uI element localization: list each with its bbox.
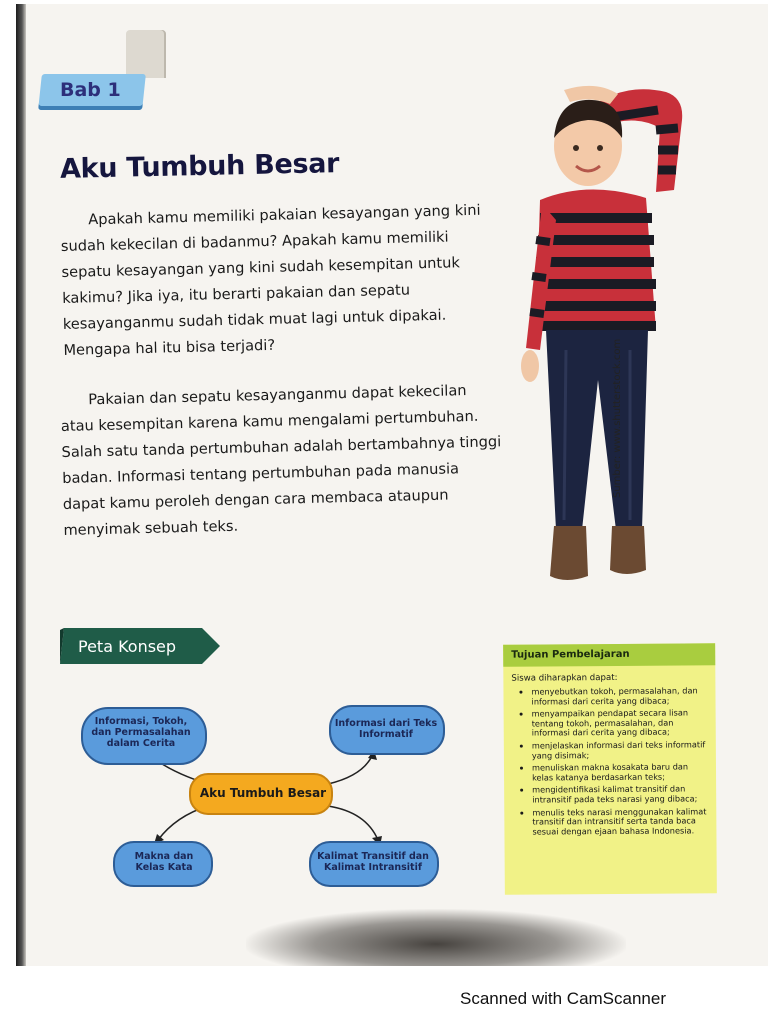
intro-paragraph-1 xyxy=(60,197,504,364)
list-item: • mengidentifikasi kalimat transitif dan intransitif pada teks narasi yang dibaca; xyxy=(532,785,710,805)
book-spine xyxy=(16,4,26,966)
concept-node-informative-text: Informasi dari Teks Informatif xyxy=(334,718,438,740)
paragraph-text: Pakaian dan sepatu kesayanganmu dapat kekecilan atau kesempitan karena kamu mengalami pertumbuhan. Salah satu tanda pertumbuhan adalah bertambahnya tinggi badan. Informasi tentang pertumbuhan pada manusia dapat kamu peroleh dengan cara membaca ataupun menyimak sebuah teks. xyxy=(60,382,502,539)
concept-node-word-meaning: Makna dan Kelas Kata xyxy=(134,851,194,873)
concept-node-transitive-sentences: Kalimat Transitif dan Kalimat Intransitif xyxy=(317,851,429,873)
book-page xyxy=(16,4,768,966)
list-item: • menyampaikan pendapat secara lisan tentang tokoh, permasalahan, dan informasi dari cerita yang dibaca; xyxy=(532,708,710,738)
list-item: • menyebutkan tokoh, permasalahan, dan informasi dari cerita yang dibaca; xyxy=(531,686,709,706)
learning-goals-intro: Siswa diharapkan dapat: xyxy=(511,672,618,684)
learning-goals-list xyxy=(503,686,716,837)
chapter-label: Bab 1 xyxy=(60,79,121,101)
learning-goals-box xyxy=(503,643,717,894)
intro-paragraph-2 xyxy=(60,377,504,544)
concept-node-information-characters: Informasi, Tokoh, dan Permasalahan dalam Cerita xyxy=(91,716,191,749)
scanner-watermark: Scanned with CamScanner xyxy=(460,989,667,1008)
list-item: • menjelaskan informasi dari teks informatif yang disimak; xyxy=(532,740,710,760)
concept-center: Aku Tumbuh Besar xyxy=(199,786,327,800)
image-credit: Sumber: www.shutterstock.com xyxy=(612,338,623,498)
list-item: • menuliskan makna kosakata baru dan kelas katanya berdasarkan teks; xyxy=(532,762,710,782)
chapter-title: Aku Tumbuh Besar xyxy=(59,148,340,185)
chapter-tab xyxy=(126,30,166,78)
peta-konsep-heading: Peta Konsep xyxy=(78,637,177,656)
boy-photo xyxy=(506,80,706,590)
list-item: • menulis teks narasi menggunakan kalimat transitif dan intransitif serta tanda baca sesuai dengan ejaan bahasa Indonesia. xyxy=(532,807,710,837)
learning-goals-heading: Tujuan Pembelajaran xyxy=(503,643,715,666)
scan-shadow xyxy=(246,909,626,966)
paragraph-text: Apakah kamu memiliki pakaian kesayangan yang kini sudah kekecilan di badanmu? Apakah kamu memiliki sepatu kesayangan yang kini sudah kesempitan untuk kakimu? Jika iya, itu berarti pakaian dan sepatu kesayanganmu sudah tidak muat lagi untuk dipakai. Mengapa hal itu bisa terjadi? xyxy=(60,201,481,359)
